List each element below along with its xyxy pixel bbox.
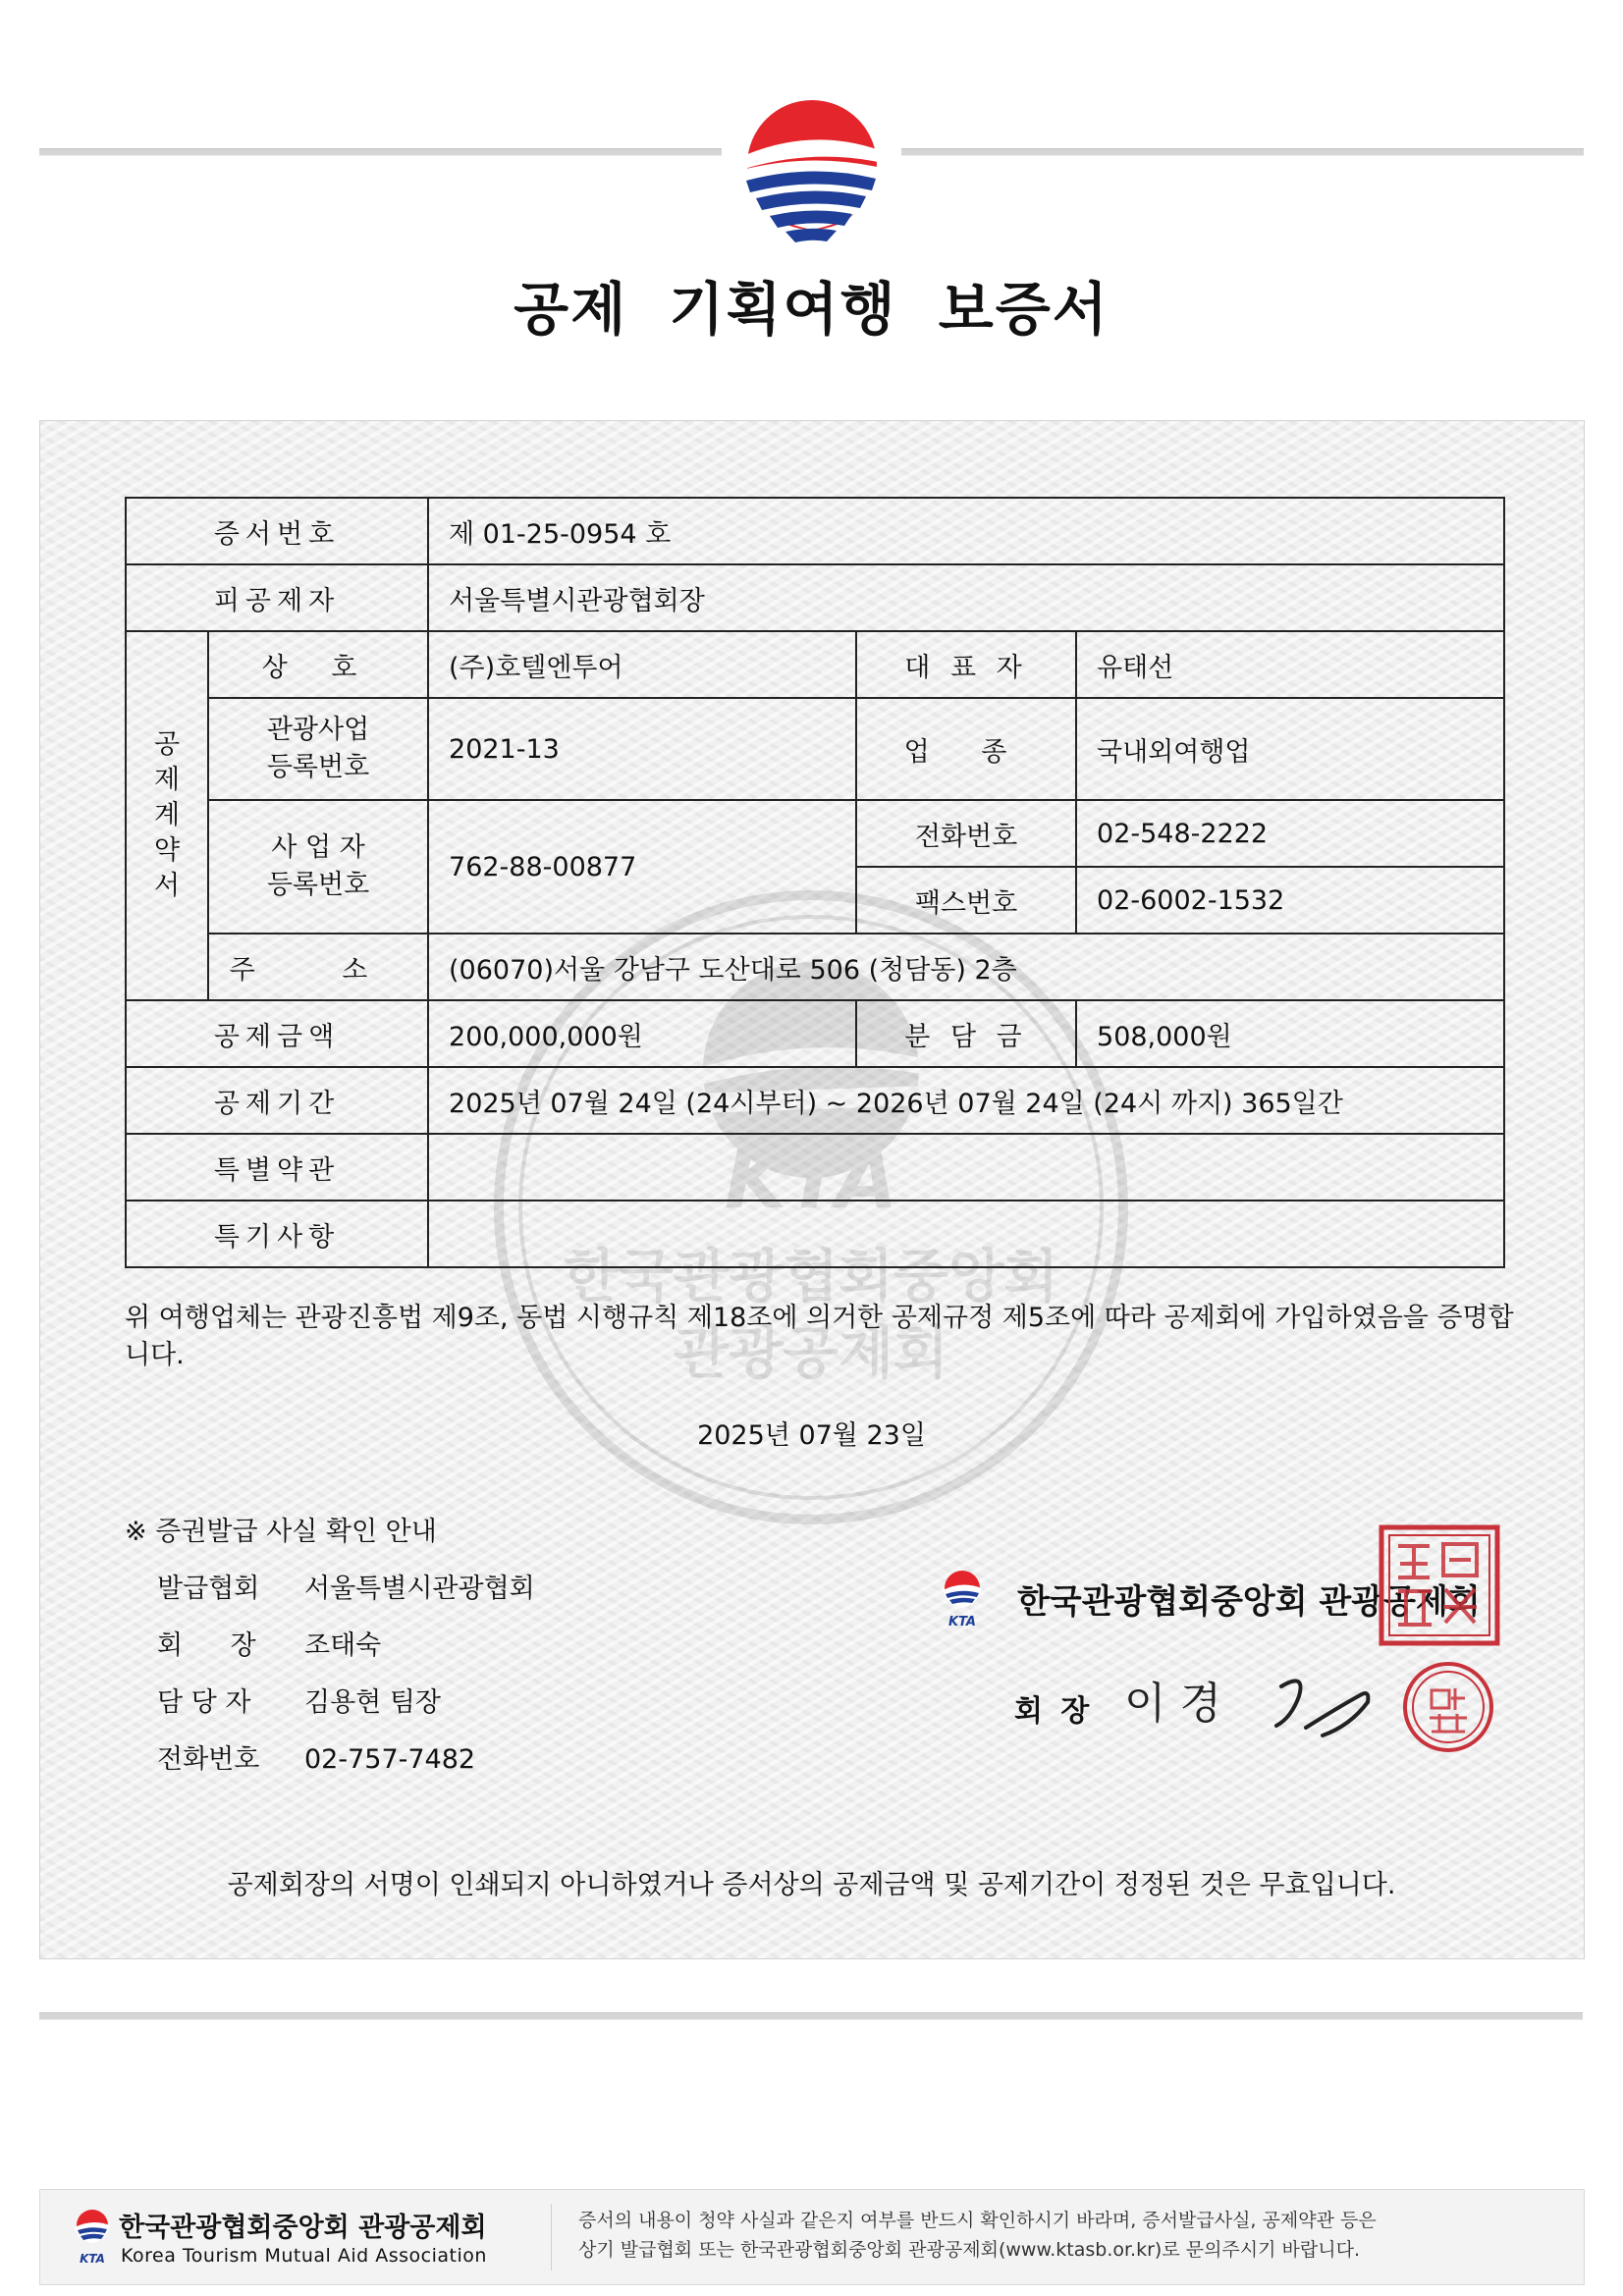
remarks-value bbox=[428, 1201, 1504, 1267]
row-tourism-reg bbox=[126, 698, 1504, 800]
remarks-label: 특기사항 bbox=[126, 1201, 428, 1267]
biz-reg-value: 762-88-00877 bbox=[428, 800, 856, 934]
verification-value: 02-757-7482 bbox=[304, 1744, 476, 1775]
vertical-char: 공 bbox=[153, 729, 181, 760]
verification-title: ※ 증권발급 사실 확인 안내 bbox=[125, 1517, 437, 1547]
top-rule-right bbox=[901, 148, 1584, 156]
verification-value: 조태숙 bbox=[304, 1630, 382, 1661]
tourism-reg-label-line1: 관광사업 bbox=[266, 715, 370, 745]
footer-note-line2: 상기 발급협회 또는 한국관광협회중앙회 관광공제회(www.ktasb.or.kr)로 문의주시기 바랍니다. bbox=[578, 2239, 1360, 2261]
president-signature bbox=[1105, 1657, 1409, 1745]
row-special-terms bbox=[126, 1134, 1504, 1201]
signature-text: 이 경 bbox=[1124, 1679, 1221, 1729]
amount-label: 공제금액 bbox=[126, 1000, 428, 1067]
validity-warning: 공제회장의 서명이 인쇄되지 아니하였거나 증서상의 공제금액 및 공제기간이 정정된 것은 무효입니다. bbox=[227, 1870, 1396, 1900]
document-title: 공제 기획여행 보증서 bbox=[514, 276, 1109, 343]
footer-divider bbox=[551, 2204, 552, 2270]
contract-vertical-label bbox=[126, 631, 208, 1000]
row-remarks bbox=[126, 1201, 1504, 1267]
footer-note-line1: 증서의 내용이 청약 사실과 같은지 여부를 반드시 확인하시기 바라며, 증서발급사실, 공제약관 등은 bbox=[578, 2210, 1377, 2231]
verification-value: 김용현 팀장 bbox=[304, 1687, 441, 1718]
watermark-kta: KTA bbox=[724, 1134, 898, 1227]
row-company bbox=[126, 631, 1504, 698]
row-period bbox=[126, 1067, 1504, 1134]
phone-label: 전화번호 bbox=[856, 800, 1076, 867]
verification-row bbox=[157, 1567, 535, 1605]
issue-date: 2025년 07월 23일 bbox=[697, 1420, 926, 1451]
vertical-char: 약 bbox=[153, 835, 181, 866]
logo-text: KTA bbox=[948, 1615, 976, 1629]
row-insured bbox=[126, 564, 1504, 631]
period-label: 공제기간 bbox=[126, 1067, 428, 1134]
verification-label: 전화번호 bbox=[157, 1744, 260, 1775]
footer-name-english: Korea Tourism Mutual Aid Association bbox=[121, 2245, 487, 2267]
certificate-table bbox=[125, 497, 1505, 1268]
tourism-reg-value: 2021-13 bbox=[428, 698, 856, 800]
premium-label: 분 담 금 bbox=[856, 1000, 1076, 1067]
verification-row bbox=[157, 1737, 475, 1776]
verification-value: 서울특별시관광협회 bbox=[304, 1574, 535, 1604]
vertical-char: 계 bbox=[153, 800, 181, 830]
official-seal-square bbox=[1379, 1524, 1500, 1646]
top-rule-left bbox=[39, 148, 722, 156]
fax-label: 팩스번호 bbox=[856, 867, 1076, 934]
vertical-char: 제 bbox=[153, 765, 181, 795]
vertical-char: 서 bbox=[153, 871, 181, 901]
company-label: 상 호 bbox=[208, 631, 428, 698]
biz-reg-label-line1: 사 업 자 bbox=[271, 832, 365, 863]
address-value: (06070)서울 강남구 도산대로 506 (청담동) 2층 bbox=[428, 934, 1504, 1000]
certification-statement: 위 여행업체는 관광진흥법 제9조, 동법 시행규칙 제18조에 의거한 공제규정 제5조에 따라 공제회에 가입하였음을 증명합니다. bbox=[125, 1303, 1514, 1370]
cert-no-value: 제 01-25-0954 호 bbox=[428, 498, 1504, 564]
fax-value: 02-6002-1532 bbox=[1076, 867, 1504, 934]
bottom-rule bbox=[39, 2012, 1583, 2020]
footer-note bbox=[578, 2206, 1560, 2265]
watermark-line-1: 한국관광협회중앙회 bbox=[563, 1243, 1059, 1309]
verification-row bbox=[157, 1681, 441, 1719]
footer bbox=[39, 2189, 1585, 2285]
special-terms-value bbox=[428, 1134, 1504, 1201]
rep-label: 대 표 자 bbox=[856, 631, 1076, 698]
kta-logo-icon bbox=[938, 1569, 987, 1629]
footer-name-korean: 한국관광협회중앙회 관광공제회 bbox=[119, 2213, 487, 2243]
row-address bbox=[126, 934, 1504, 1000]
kta-logo-icon bbox=[70, 2208, 115, 2267]
watermark-line-2: 관광공제회 bbox=[673, 1319, 949, 1386]
row-cert-no bbox=[126, 498, 1504, 564]
president-title: 회 장 bbox=[1014, 1694, 1094, 1729]
verification-label: 발급협회 bbox=[157, 1574, 260, 1604]
footer-logo-text: KTA bbox=[80, 2252, 105, 2266]
kta-logo-icon bbox=[729, 94, 895, 263]
rep-value: 유태선 bbox=[1076, 631, 1504, 698]
phone-value: 02-548-2222 bbox=[1076, 800, 1504, 867]
premium-value: 508,000원 bbox=[1076, 1000, 1504, 1067]
period-value: 2025년 07월 24일 (24시부터) ~ 2026년 07월 24일 (24시 까지) 365일간 bbox=[428, 1067, 1504, 1134]
cert-no-label: 증서번호 bbox=[126, 498, 428, 564]
special-terms-label: 특별약관 bbox=[126, 1134, 428, 1201]
verification-label: 담 당 자 bbox=[157, 1687, 251, 1718]
tourism-reg-label bbox=[208, 698, 428, 800]
insured-label: 피공제자 bbox=[126, 564, 428, 631]
biz-reg-label-line2: 등록번호 bbox=[266, 870, 370, 900]
verification-label: 회 장 bbox=[157, 1630, 276, 1661]
tourism-reg-label-line2: 등록번호 bbox=[266, 752, 370, 782]
verification-row bbox=[157, 1624, 381, 1662]
row-amount bbox=[126, 1000, 1504, 1067]
biz-reg-label bbox=[208, 800, 428, 934]
company-value: (주)호텔엔투어 bbox=[428, 631, 856, 698]
insured-value: 서울특별시관광협회장 bbox=[428, 564, 1504, 631]
business-type-label: 업 종 bbox=[856, 698, 1076, 800]
amount-value: 200,000,000원 bbox=[428, 1000, 856, 1067]
official-seal-round bbox=[1400, 1659, 1496, 1755]
row-phone bbox=[126, 800, 1504, 867]
issuer-name: 한국관광협회중앙회 관광공제회 bbox=[1017, 1582, 1481, 1622]
business-type-value: 국내외여행업 bbox=[1076, 698, 1504, 800]
address-label: 주 소 bbox=[208, 934, 428, 1000]
